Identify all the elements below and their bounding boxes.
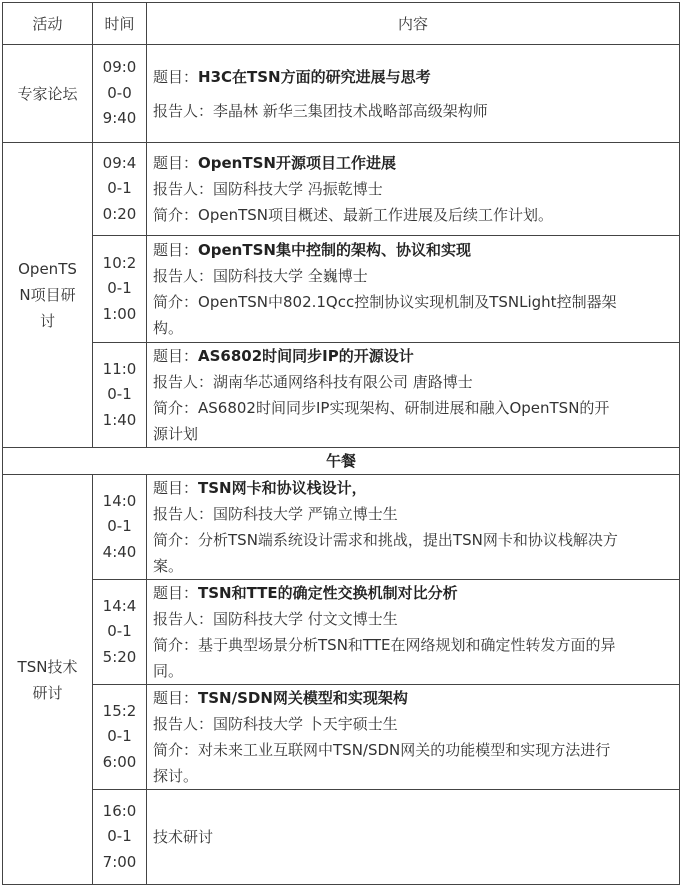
topic-label: 题目： — [153, 479, 199, 497]
speaker-label: 报告人： — [153, 101, 214, 120]
intro-label: 简介： — [153, 531, 199, 549]
time-line: 0:20 — [102, 204, 137, 223]
topic-label: 题目： — [153, 67, 199, 86]
content-cell — [147, 475, 680, 580]
speaker-line — [153, 176, 673, 202]
content-cell — [147, 45, 680, 143]
lunch-row — [3, 448, 680, 475]
intro-line — [153, 527, 673, 553]
table-header-row — [3, 3, 680, 45]
time-line: 16:0 — [102, 801, 137, 820]
time-line: 0-1 — [107, 622, 132, 641]
agenda-table — [2, 2, 680, 885]
speaker-label: 报告人： — [153, 715, 214, 733]
time-line: 1:00 — [102, 304, 137, 323]
content-cell — [147, 790, 680, 885]
speaker-label: 报告人： — [153, 373, 214, 391]
intro-label: 简介： — [153, 206, 199, 224]
speaker-label: 报告人： — [153, 180, 214, 198]
topic-line — [153, 237, 673, 263]
speaker-line — [153, 711, 673, 737]
speaker-name: 国防科技大学 付文文博士生 — [213, 610, 398, 628]
time-line: 7:00 — [102, 852, 137, 871]
time-line: 14:0 — [102, 491, 137, 510]
speaker-name: 国防科技大学 全巍博士 — [213, 267, 368, 285]
table-row — [3, 236, 680, 343]
table-row — [3, 685, 680, 790]
intro-label: 简介： — [153, 293, 199, 311]
content-cell — [147, 343, 680, 448]
time-line: 10:2 — [102, 253, 137, 272]
topic-label: 题目： — [153, 584, 199, 602]
content-cell — [147, 236, 680, 343]
table-row — [3, 45, 680, 143]
time-line: 0-1 — [107, 827, 132, 846]
activity-label: OpenTS — [18, 260, 77, 278]
intro-text: 基于典型场景分析TSN和TTE在网络规划和确定性转发方面的异 — [198, 636, 616, 654]
topic-label: 题目： — [153, 154, 199, 172]
time-line: 0-1 — [107, 517, 132, 536]
activity-cell — [3, 143, 93, 448]
intro-label: 简介： — [153, 741, 199, 759]
time-line: 14:4 — [102, 596, 137, 615]
intro-line — [153, 289, 673, 315]
time-line: 1:40 — [102, 410, 137, 429]
header-activity: 活动 — [3, 3, 93, 45]
intro-line — [153, 202, 673, 228]
topic-line — [153, 343, 673, 369]
intro-text: OpenTSN中802.1Qcc控制协议实现机制及TSNLight控制器架 — [198, 293, 617, 311]
time-cell — [93, 143, 147, 236]
speaker-line — [153, 263, 673, 289]
intro-text: OpenTSN项目概述、最新工作进展及后续工作计划。 — [198, 206, 553, 224]
talk-title: H3C在TSN方面的研究进展与思考 — [198, 67, 431, 86]
table-row — [3, 343, 680, 448]
intro-text: 分析TSN端系统设计需求和挑战，提出TSN网卡和协议栈解决方 — [198, 531, 618, 549]
intro-text: 构。 — [153, 319, 184, 337]
intro-text: 探讨。 — [153, 767, 199, 785]
topic-label: 题目： — [153, 347, 199, 365]
speaker-name: 国防科技大学 严锦立博士生 — [213, 505, 398, 523]
time-line: 0-0 — [107, 83, 132, 102]
content-cell — [147, 143, 680, 236]
time-cell — [93, 45, 147, 143]
talk-title: TSN/SDN网关模型和实现架构 — [198, 689, 408, 707]
content-cell — [147, 685, 680, 790]
talk-title: TSN和TTE的确定性交换机制对比分析 — [198, 584, 458, 602]
header-time: 时间 — [93, 3, 147, 45]
activity-cell — [3, 475, 93, 885]
topic-label: 题目： — [153, 241, 199, 259]
activity-label: TSN技术 — [17, 657, 78, 676]
time-line: 09:0 — [102, 58, 137, 77]
speaker-name: 国防科技大学 卜天宇硕士生 — [213, 715, 398, 733]
topic-line — [153, 150, 673, 176]
time-line: 0-1 — [107, 385, 132, 404]
talk-title: AS6802时间同步IP的开源设计 — [198, 347, 414, 365]
time-line: 0-1 — [107, 727, 132, 746]
speaker-line — [153, 501, 673, 527]
topic-line — [153, 64, 673, 90]
activity-label: 讨 — [39, 312, 55, 330]
table-row — [3, 143, 680, 236]
activity-label: 专家论坛 — [17, 84, 78, 103]
topic-line — [153, 475, 673, 501]
content-cell — [147, 580, 680, 685]
time-cell — [93, 790, 147, 885]
topic-line — [153, 580, 673, 606]
time-line: 0-1 — [107, 279, 132, 298]
intro-line — [153, 632, 673, 658]
topic-line — [153, 685, 673, 711]
speaker-label: 报告人： — [153, 505, 214, 523]
intro-label: 简介： — [153, 399, 199, 417]
time-line: 15:2 — [102, 701, 137, 720]
speaker-name: 湖南华芯通网络科技有限公司 唐路博士 — [213, 373, 473, 391]
intro-label: 简介： — [153, 636, 199, 654]
table-row — [3, 475, 680, 580]
table-row — [3, 790, 680, 885]
time-cell — [93, 343, 147, 448]
intro-text: AS6802时间同步IP实现架构、研制进展和融入OpenTSN的开 — [198, 399, 610, 417]
activity-label: 研讨 — [32, 683, 63, 702]
time-cell — [93, 685, 147, 790]
header-content: 内容 — [147, 3, 680, 45]
speaker-label: 报告人： — [153, 267, 214, 285]
intro-line — [153, 737, 673, 763]
speaker-line — [153, 369, 673, 395]
activity-label: N项目研 — [19, 286, 76, 304]
time-line: 11:0 — [102, 359, 137, 378]
intro-line — [153, 395, 673, 421]
intro-text: 对未来工业互联网中TSN/SDN网关的功能模型和实现方法进行 — [198, 741, 611, 759]
table-row — [3, 580, 680, 685]
lunch-label: 午餐 — [3, 448, 680, 475]
intro-text: 案。 — [153, 557, 184, 575]
time-line: 09:4 — [102, 153, 137, 172]
time-cell — [93, 580, 147, 685]
talk-title: OpenTSN开源项目工作进展 — [198, 154, 396, 172]
speaker-name: 李晶林 新华三集团技术战略部高级架构师 — [213, 101, 488, 120]
time-line: 5:20 — [102, 647, 137, 666]
time-line: 9:40 — [102, 109, 137, 128]
activity-cell — [3, 45, 93, 143]
time-line: 0-1 — [107, 179, 132, 198]
talk-title: OpenTSN集中控制的架构、协议和实现 — [198, 241, 471, 259]
time-cell — [93, 475, 147, 580]
plain-text: 技术研讨 — [153, 828, 214, 846]
topic-label: 题目： — [153, 689, 199, 707]
time-line: 4:40 — [102, 542, 137, 561]
talk-title: TSN网卡和协议栈设计， — [198, 479, 367, 497]
time-cell — [93, 236, 147, 343]
intro-text: 同。 — [153, 662, 184, 680]
speaker-line — [153, 98, 673, 124]
speaker-label: 报告人： — [153, 610, 214, 628]
speaker-line — [153, 606, 673, 632]
intro-text: 源计划 — [153, 425, 199, 443]
speaker-name: 国防科技大学 冯振乾博士 — [213, 180, 383, 198]
time-line: 6:00 — [102, 752, 137, 771]
